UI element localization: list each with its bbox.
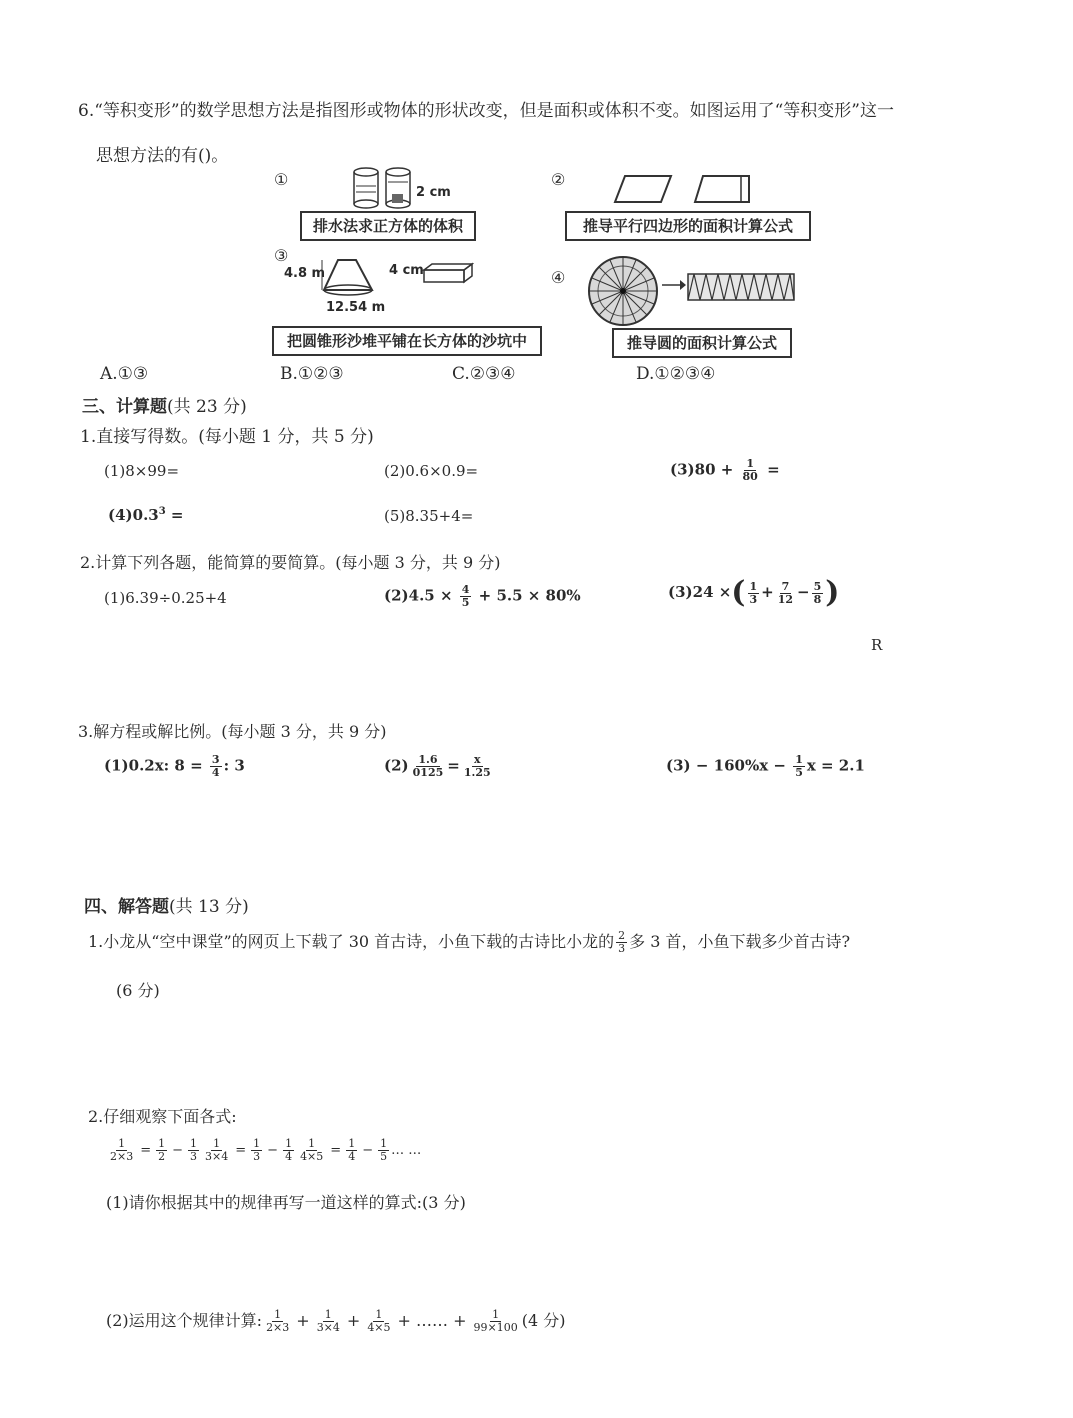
figure-1-caption: 排水法求正方体的体积: [300, 211, 476, 241]
section-3-title-bold: 三、计算题: [82, 397, 167, 417]
p1-item-3-post: =: [767, 460, 780, 479]
p3-item-2-fraction-b: [462, 754, 493, 779]
p3-item-1: [104, 754, 245, 779]
p3-item-3-post: x = 2.1: [806, 756, 865, 775]
fraction-denominator: 2×3: [266, 1321, 290, 1334]
fraction: [365, 1309, 392, 1334]
p2-item-3-pre: (3)24 ×: [668, 583, 732, 601]
fraction-denominator: 99×100: [473, 1321, 518, 1334]
arrow-right-icon: [662, 278, 686, 292]
option-d: D.①②③④: [636, 364, 716, 384]
fraction: [264, 1309, 291, 1334]
fraction: [315, 1309, 342, 1334]
cuboid-icon: [422, 262, 474, 284]
fraction-denominator: 8: [813, 592, 822, 606]
fraction-denominator: 2: [158, 1150, 166, 1163]
cone-icon: [320, 256, 376, 298]
s4-p1-text-pre: 1.小龙从“空中课堂”的网页上下载了 30 首古诗，小鱼下载的古诗比小龙的: [88, 932, 615, 951]
fraction-denominator: 4: [348, 1150, 356, 1163]
operator: −: [172, 1143, 184, 1158]
operator: =: [235, 1143, 247, 1158]
p1-item-2: (2)0.6×0.9=: [384, 462, 479, 480]
fraction-numerator: 5: [813, 579, 822, 593]
p1-item-3-pre: (3)80 +: [670, 460, 734, 479]
option-c: C.②③④: [452, 364, 516, 384]
s4-p2-pattern: [106, 1138, 421, 1163]
fraction: [346, 1138, 357, 1163]
fraction-denominator: 4×5: [367, 1321, 391, 1334]
fraction-numerator: 1: [375, 1308, 383, 1321]
left-paren: (: [731, 575, 746, 610]
p1-item-4-exponent: 3: [158, 506, 166, 517]
section-4-title-score: (共 13 分): [169, 897, 249, 917]
operator: +: [296, 1311, 310, 1330]
p1-item-3-fraction: [741, 458, 760, 483]
p3-title: 3.解方程或解比例。(每小题 3 分，共 9 分): [78, 722, 387, 741]
fraction-denominator: 4×5: [300, 1150, 324, 1163]
operator: =: [140, 1143, 152, 1158]
p3-item-3-fraction: [793, 754, 805, 779]
p2-title: 2.计算下列各题，能简算的要简算。(每小题 3 分，共 9 分): [80, 553, 501, 572]
fraction: [283, 1138, 294, 1163]
p3-item-2-pre: (2): [384, 756, 409, 775]
fraction-denominator: 3×4: [205, 1150, 229, 1163]
p2-item-2-post: + 5.5 × 80%: [478, 586, 581, 605]
fraction: [472, 1309, 520, 1334]
rearranged-sectors-icon: [686, 270, 798, 306]
box-depth-label: 4 cm: [389, 263, 424, 278]
p3-item-3-pre: (3) − 160%x −: [666, 756, 786, 775]
s4-p2-sub2-pre: (2)运用这个规律计算:: [106, 1311, 263, 1330]
fraction: [156, 1138, 167, 1163]
figure-4-caption: 推导圆的面积计算公式: [612, 328, 792, 358]
figure-1-number: ①: [274, 170, 289, 189]
fraction-denominator: 1.25: [463, 766, 491, 779]
p3-item-2-fraction-a: [411, 754, 446, 779]
p2-item-2: [384, 584, 581, 609]
fraction-numerator: 3: [211, 753, 220, 766]
p2-item-3-fraction-b: [776, 581, 795, 606]
fraction-numerator: 1: [348, 1137, 356, 1150]
figure-1-dimension: 2 cm: [416, 185, 451, 200]
fraction-numerator: 1: [190, 1137, 198, 1150]
p1-title: 1.直接写得数。(每小题 1 分，共 5 分): [80, 427, 374, 447]
right-paren: ): [825, 575, 840, 610]
fraction-denominator: 5: [795, 766, 803, 779]
figure-3-number: ③: [274, 246, 289, 265]
fraction: [298, 1138, 325, 1163]
fraction: [251, 1138, 262, 1163]
cone-height-label: 4.8 m: [284, 266, 326, 281]
section-3-title-score: (共 23 分): [167, 397, 247, 417]
fraction-numerator: 1: [274, 1308, 282, 1321]
fraction-numerator: 1: [746, 457, 755, 470]
fraction-denominator: 5: [380, 1150, 388, 1163]
p2-item-1: (1)6.39÷0.25+4: [104, 589, 227, 607]
p1-item-4-base: (4)0.3: [108, 506, 159, 524]
figure-2-caption: 推导平行四边形的面积计算公式: [565, 211, 811, 241]
fraction-numerator: 7: [781, 579, 790, 593]
fraction-denominator: 80: [742, 470, 758, 483]
fraction-numerator: 1: [749, 579, 758, 593]
pattern-terms: [106, 1137, 391, 1163]
section-4-title: [84, 892, 249, 917]
operator: −: [362, 1143, 374, 1158]
parallelogram-icon: [605, 172, 755, 206]
operator: + …… +: [397, 1311, 467, 1330]
s4-p1-score: (6 分): [116, 981, 160, 1000]
fraction-denominator: 0125: [412, 766, 444, 779]
s4-p1-text-post: 多 3 首，小鱼下载多少首古诗?: [629, 932, 851, 951]
beakers-icon: [350, 166, 414, 210]
fraction: [188, 1138, 199, 1163]
fraction-denominator: 3×4: [316, 1321, 340, 1334]
equals-sign: =: [447, 756, 460, 775]
fraction: [203, 1138, 230, 1163]
p2-item-2-fraction: [460, 584, 472, 609]
fraction-numerator: 1: [492, 1308, 500, 1321]
p3-item-1-pre: (1)0.2x: 8 =: [104, 756, 203, 775]
fraction-numerator: 1: [324, 1308, 332, 1321]
fraction-denominator: 2×3: [110, 1150, 134, 1163]
fraction-numerator: 1: [380, 1137, 388, 1150]
p3-item-2: [384, 754, 495, 779]
cone-base-label: 12.54 m: [326, 300, 386, 315]
fraction: [378, 1138, 389, 1163]
section-4-title-bold: 四、解答题: [84, 897, 169, 917]
section-3-title: [82, 392, 247, 417]
plus-sign: +: [761, 583, 774, 601]
p2-item-3: [668, 575, 840, 610]
p1-item-4-post: =: [165, 506, 184, 524]
fraction-numerator: 1: [158, 1137, 166, 1150]
figure-2-number: ②: [551, 170, 566, 189]
p1-item-4: [108, 506, 184, 524]
s4-p2-sub2: [106, 1308, 566, 1334]
option-b: B.①②③: [280, 364, 344, 384]
fraction-denominator: 3: [253, 1150, 261, 1163]
fraction-numerator: 1: [308, 1137, 316, 1150]
fraction-numerator: 1: [118, 1137, 126, 1150]
operator: −: [267, 1143, 279, 1158]
p1-item-3: [670, 458, 780, 483]
fraction-numerator: 4: [461, 583, 470, 596]
fraction-numerator: 1: [213, 1137, 221, 1150]
s4-p1-fraction: [616, 930, 627, 955]
p3-item-1-fraction: [210, 754, 222, 779]
fraction-denominator: 5: [461, 596, 470, 609]
fraction-denominator: 4: [285, 1150, 293, 1163]
minus-sign: −: [797, 583, 810, 601]
sectored-circle-icon: [585, 254, 665, 328]
option-a: A.①③: [100, 364, 149, 384]
pattern-ellipsis: … …: [391, 1143, 422, 1158]
s4-p2-title: 2.仔细观察下面各式:: [88, 1107, 237, 1126]
fraction-denominator: 3: [190, 1150, 198, 1163]
fraction-numerator: 1: [285, 1137, 293, 1150]
s4-p1-text: [88, 929, 850, 955]
s4-p2-sub1: (1)请你根据其中的规律再写一道这样的算式:(3 分): [106, 1193, 466, 1212]
operator: =: [330, 1143, 342, 1158]
q6-text-line2: 思想方法的有()。: [96, 146, 229, 166]
fraction-numerator: x: [473, 753, 481, 766]
figure-3-caption: 把圆锥形沙堆平铺在长方体的沙坑中: [272, 326, 542, 356]
p1-item-1: (1)8×99=: [104, 462, 180, 480]
s4-p2-sub2-post: (4 分): [521, 1311, 566, 1330]
p3-item-3: [666, 754, 865, 779]
fraction-denominator: 4: [211, 766, 220, 779]
p2-item-2-pre: (2)4.5 ×: [384, 586, 453, 605]
p2-item-3-fraction-c: [812, 581, 824, 606]
operator: +: [346, 1311, 361, 1330]
fraction-numerator: 1.6: [418, 753, 438, 766]
q6-text-line1: 6.“等积变形”的数学思想方法是指图形或物体的形状改变，但是面积或体积不变。如图运用了“等积变形”这一: [78, 101, 894, 121]
fraction-numerator: 1: [795, 753, 803, 766]
fraction-numerator: 2: [618, 929, 626, 942]
fraction-denominator: 3: [749, 592, 758, 606]
fraction-denominator: 12: [777, 592, 794, 606]
figure-4-number: ④: [551, 268, 566, 287]
p3-item-1-post: : 3: [223, 756, 245, 775]
fraction-numerator: 1: [253, 1137, 261, 1150]
fraction-denominator: 3: [618, 942, 626, 955]
fraction: [108, 1138, 135, 1163]
sub2-terms: [262, 1308, 522, 1334]
p2-item-3-fraction-a: [748, 581, 760, 606]
stray-mark: R: [871, 636, 883, 654]
p1-item-5: (5)8.35+4=: [384, 507, 474, 525]
